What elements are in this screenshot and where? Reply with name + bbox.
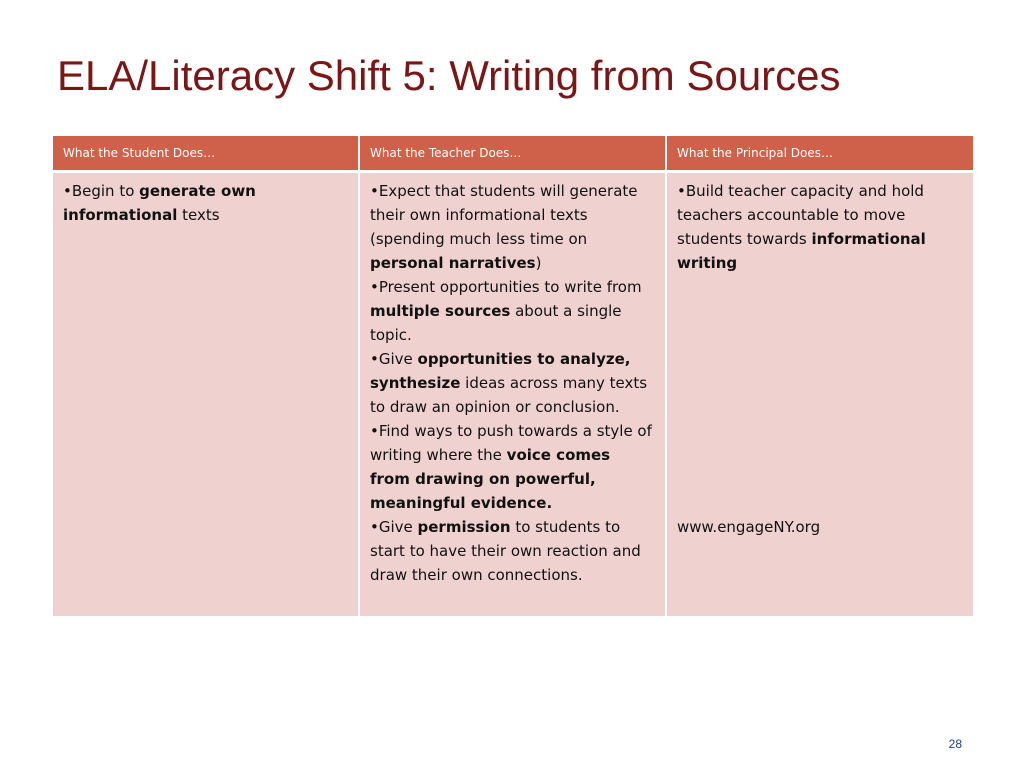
teacher-bullet-4 bbox=[370, 419, 655, 515]
teacher-bullet-3 bbox=[370, 347, 655, 419]
header-teacher: What the Teacher Does… bbox=[359, 135, 666, 172]
emphasis: voice comes from drawing on powerful, meaningful evidence. bbox=[370, 446, 611, 512]
text: •Build teacher capacity and hold teachers accountable to move students towards bbox=[677, 182, 924, 248]
student-bullet-1 bbox=[63, 179, 348, 227]
text: texts bbox=[177, 206, 220, 224]
text: ideas across many texts to draw an opinion or conclusion. bbox=[370, 374, 648, 416]
emphasis: generate own informational bbox=[63, 182, 256, 224]
text: ) bbox=[535, 254, 542, 272]
website-url: www.engageNY.org bbox=[677, 518, 821, 536]
principal-cell bbox=[666, 172, 974, 618]
emphasis: informational writing bbox=[677, 230, 926, 272]
teacher-bullet-2 bbox=[370, 275, 655, 347]
page-number: 28 bbox=[948, 737, 962, 751]
teacher-bullet-5 bbox=[370, 515, 655, 587]
table-header-row bbox=[52, 135, 974, 172]
text: •Find ways to push towards a style of writing where the bbox=[370, 422, 652, 464]
header-principal: What the Principal Does… bbox=[666, 135, 974, 172]
text: •Give bbox=[370, 350, 418, 368]
text: •Present opportunities to write from bbox=[370, 278, 642, 296]
text: about a single topic. bbox=[370, 302, 622, 344]
text: to students to start to have their own reaction and draw their own connections. bbox=[370, 518, 641, 584]
text: •Give bbox=[370, 518, 418, 536]
text: •Expect that students will generate their own informational texts (spending much less time on bbox=[370, 182, 638, 248]
slide-title: ELA/Literacy Shift 5: Writing from Sources bbox=[57, 52, 841, 99]
emphasis: permission bbox=[417, 518, 511, 536]
shifts-table bbox=[51, 134, 975, 618]
teacher-cell bbox=[359, 172, 666, 618]
emphasis: opportunities to analyze, synthesize bbox=[370, 350, 631, 392]
table-row bbox=[52, 172, 974, 618]
emphasis: multiple sources bbox=[370, 302, 511, 320]
student-cell bbox=[52, 172, 359, 618]
text: •Begin to bbox=[63, 182, 140, 200]
header-student: What the Student Does… bbox=[52, 135, 359, 172]
teacher-bullet-1 bbox=[370, 179, 655, 275]
principal-bullet-1 bbox=[677, 179, 963, 275]
emphasis: personal narratives bbox=[370, 254, 536, 272]
